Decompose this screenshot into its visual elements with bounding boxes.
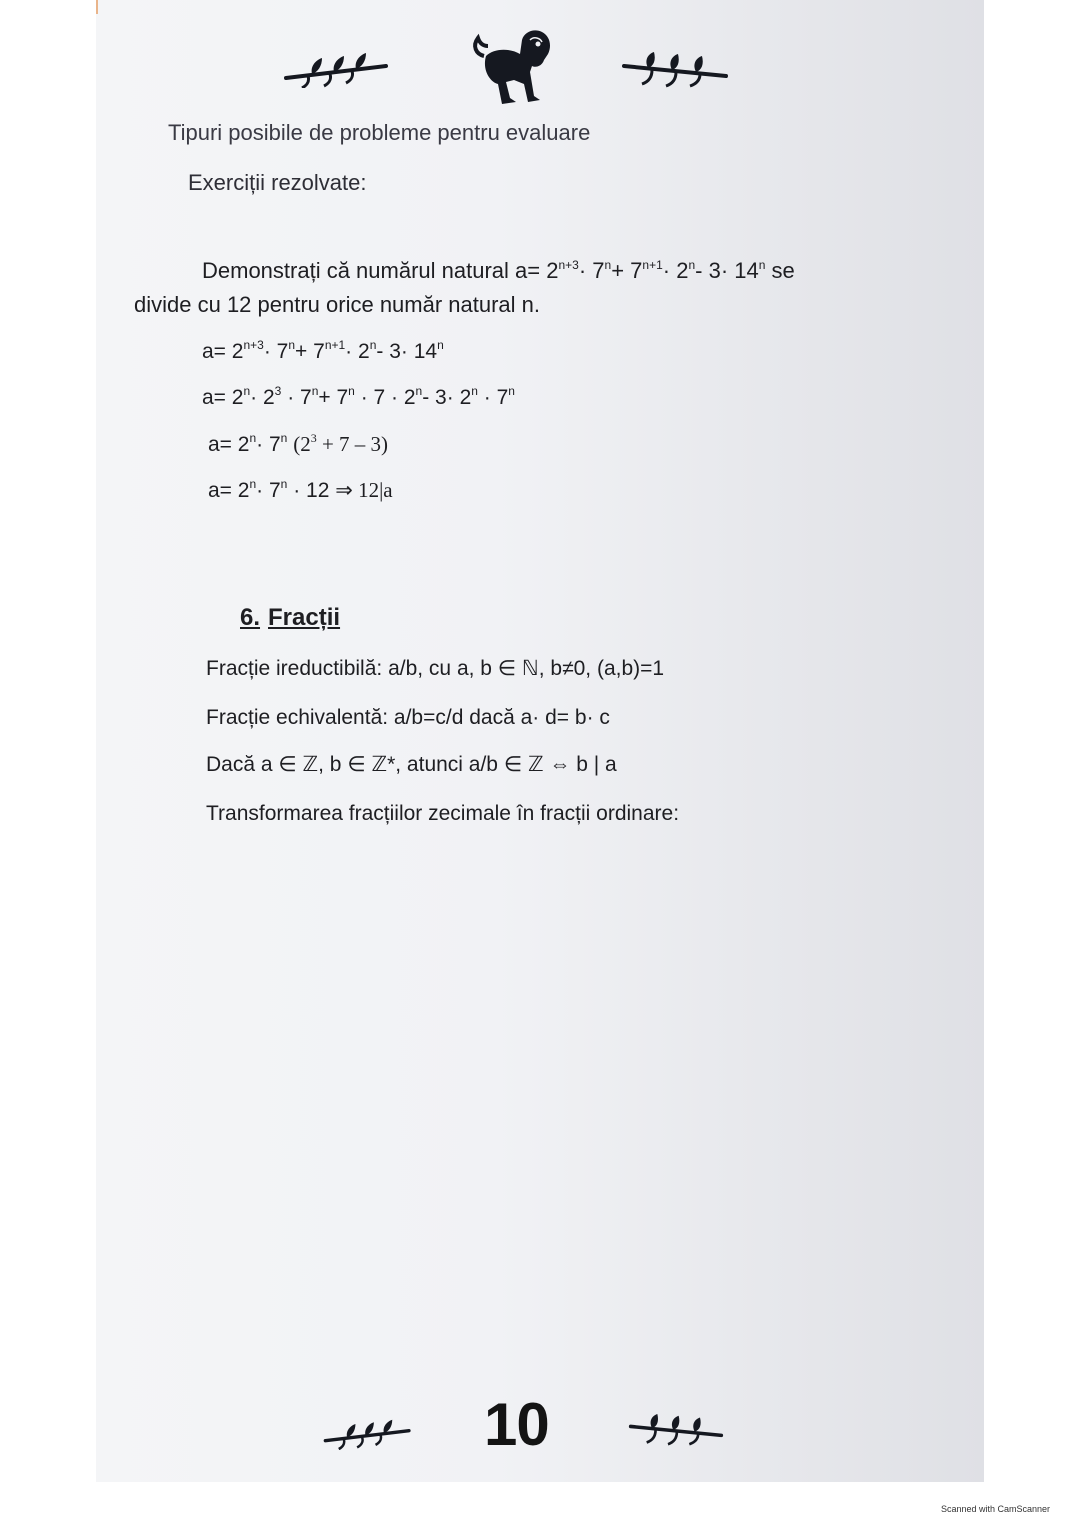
page-heading: Tipuri posibile de probleme pentru evaluare	[168, 120, 591, 145]
solution-step-2: $a= 2^n\cdot 2^3 \cdot 7^n+ 7^n \cdot 7 \cdot 2^n-$ $3\cdot 2^n \cdot 7^n$	[202, 384, 515, 409]
rule-integer-fraction: Dacă a ∈ ℤ, b ∈ ℤ*, atunci a/b ∈ ℤ ⇔ b | a	[206, 753, 617, 776]
lion-icon	[470, 26, 556, 108]
section-heading	[240, 604, 340, 632]
problem-statement: Demonstrați că numărul natural $a= 2^{n+3}\cdot 7^n+ 7^{n+1}\cdot 2^n-$ $3\cdot 14^n$ se	[202, 258, 795, 283]
problem-statement-cont: divide cu 12 pentru orice număr natural n.	[134, 292, 541, 317]
laurel-branch-right-icon	[618, 52, 732, 88]
decimal-to-fraction-heading: Transformarea fracțiilor zecimale în fracții ordinare:	[206, 802, 680, 825]
page-corner-tint	[96, 0, 98, 14]
solution-step-4: $a= 2^n\cdot 7^n \cdot 12$ ⇒ 12|a	[208, 477, 393, 502]
definition-irreducible-fraction: Fracție ireductibilă: a/b, cu a, b ∈ ℕ, b≠0, (a,b)=1	[206, 657, 665, 680]
section-number: 6.	[240, 604, 261, 631]
solution-step-1: $a= 2^{n+3}\cdot 7^n+ 7^{n+1}\cdot 2^n-$ $3\cdot 14^n$	[202, 338, 444, 363]
definition-equivalent-fraction: Fracție echivalentă: a/b=c/d dacă a· d= b· c	[206, 706, 610, 729]
page-number: 10	[484, 1391, 549, 1458]
book-page	[96, 0, 984, 1482]
laurel-branch-right-icon	[624, 1414, 728, 1446]
section-title: Fracții	[268, 604, 341, 631]
laurel-branch-left-icon	[282, 52, 392, 88]
scanner-watermark: Scanned with CamScanner	[940, 1504, 1050, 1514]
solution-step-3: $a= 2^n\cdot 7^n$ $(2^3 + 7 - 3)$	[208, 431, 389, 456]
section-subtitle: Exerciții rezolvate:	[188, 170, 367, 195]
laurel-branch-left-icon	[322, 1418, 414, 1450]
